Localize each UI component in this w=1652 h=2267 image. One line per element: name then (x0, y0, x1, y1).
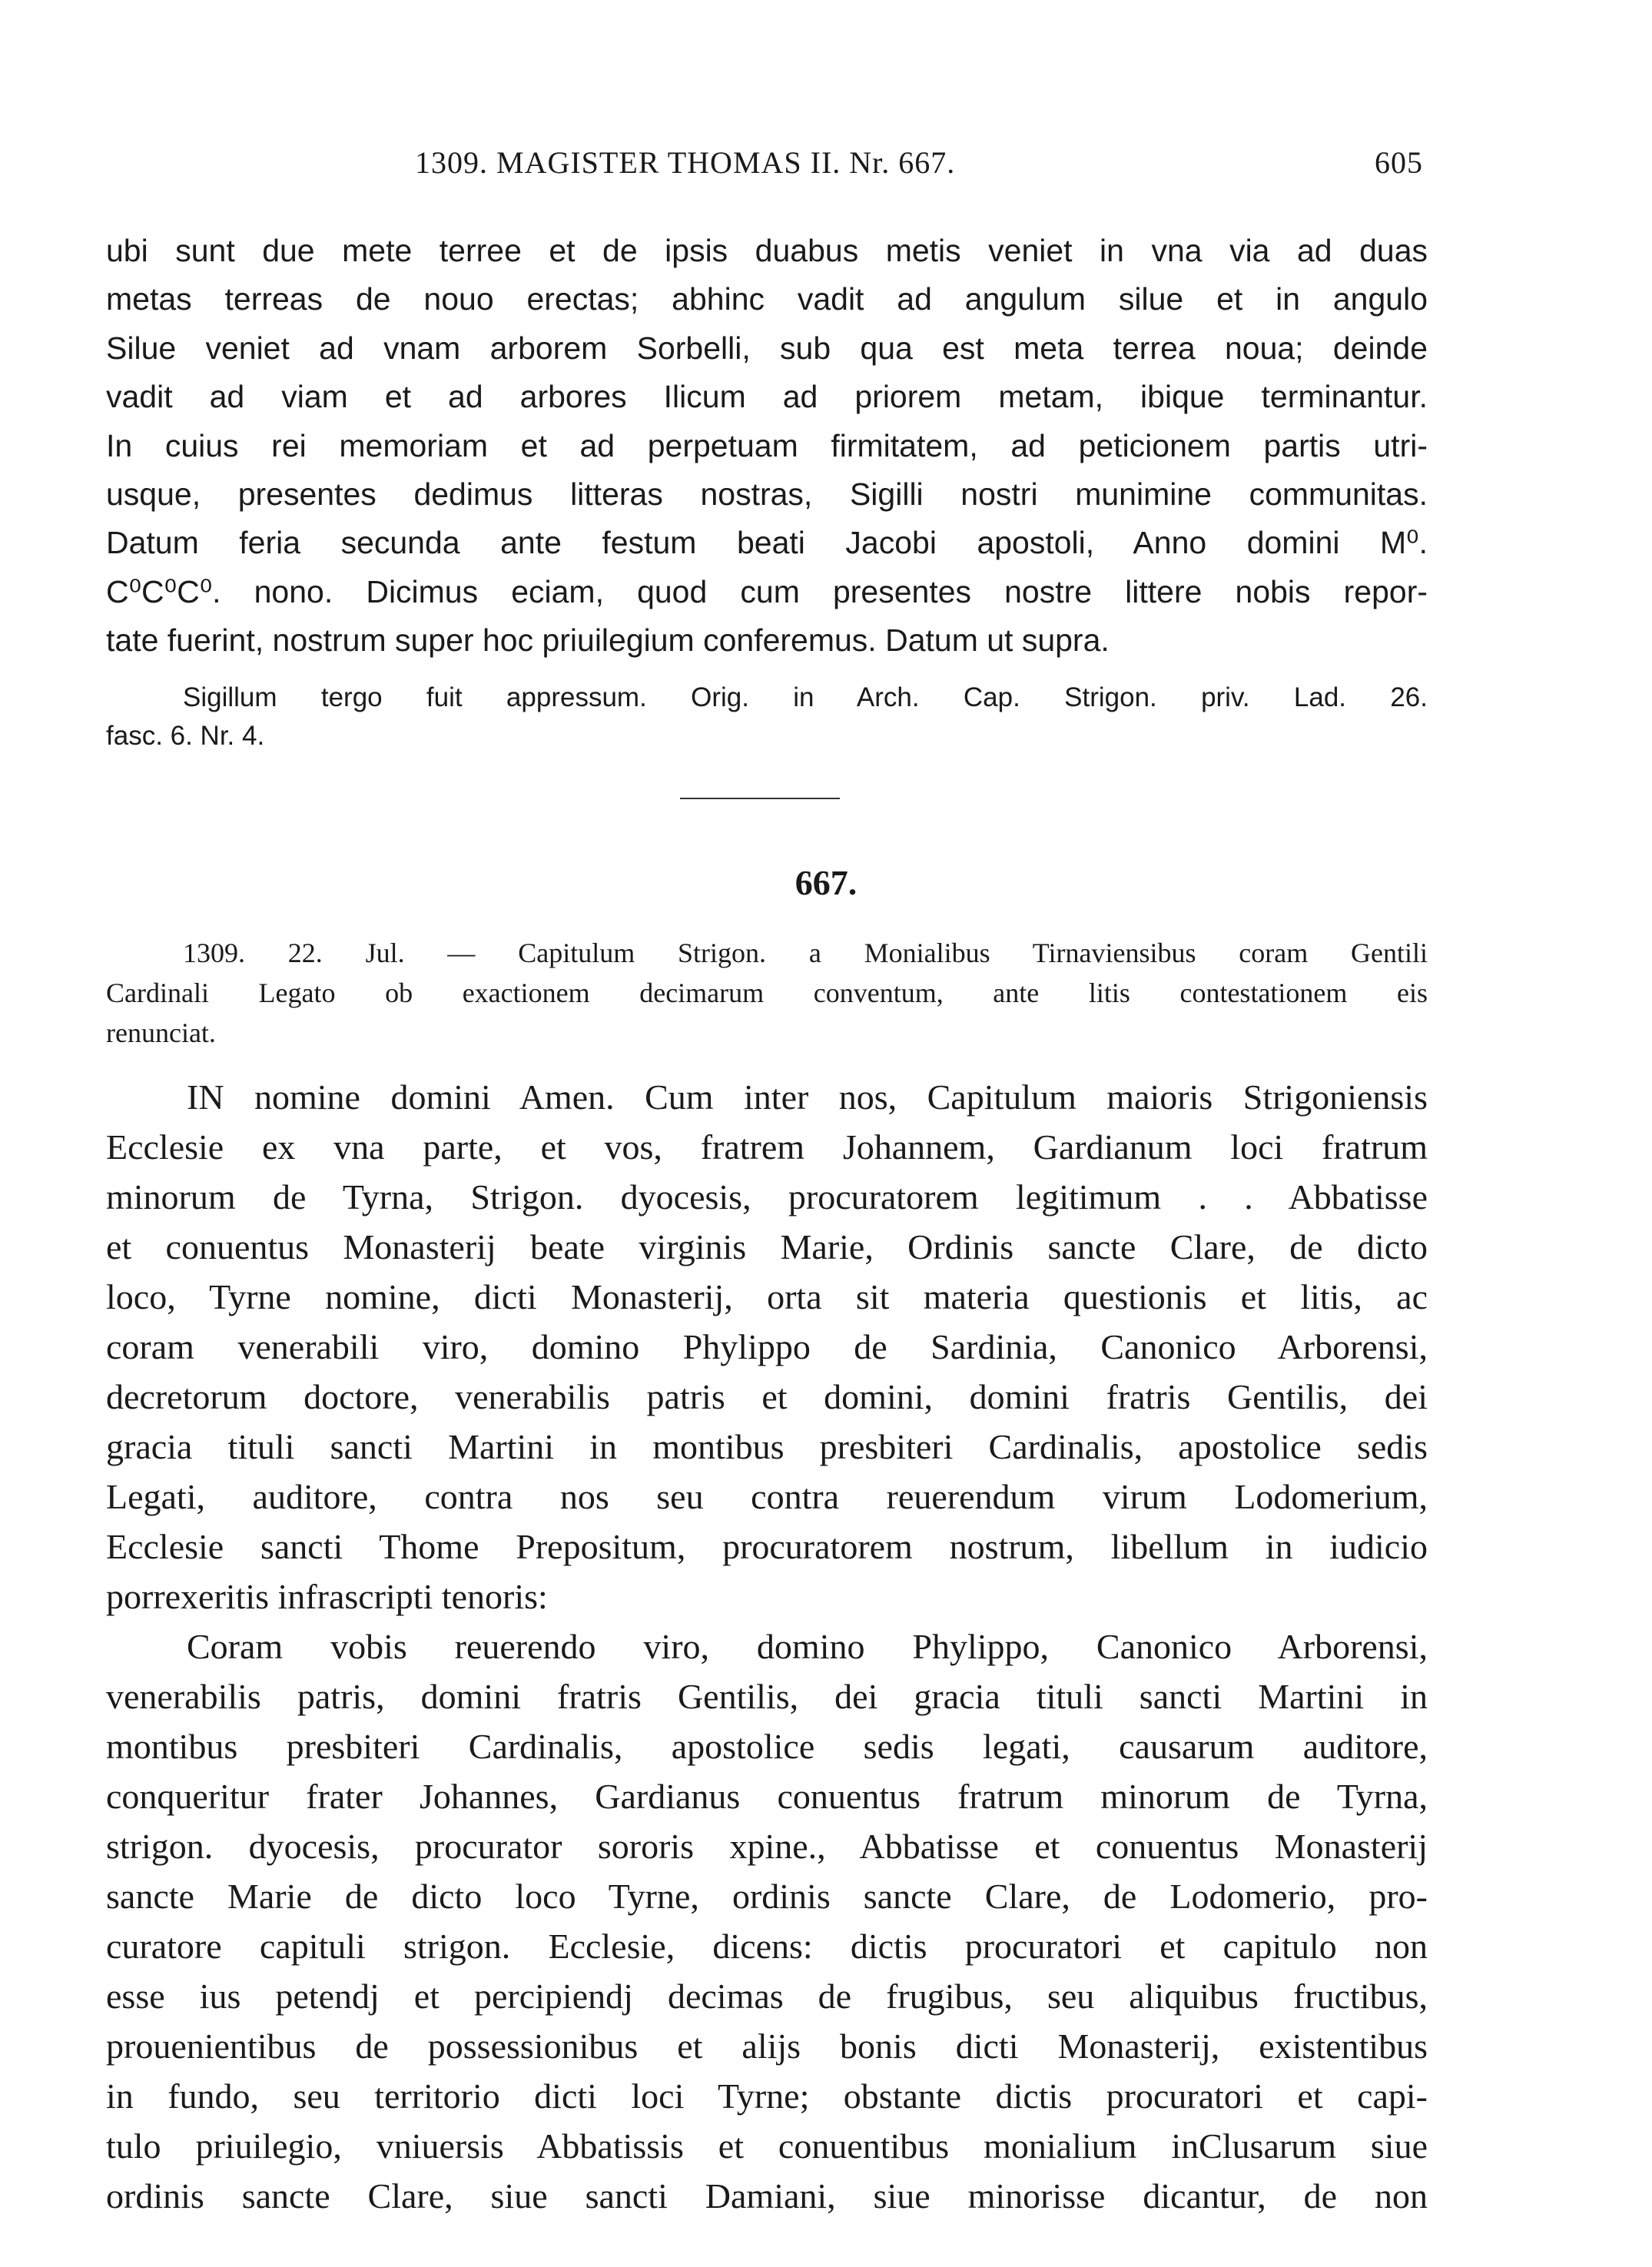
text-line: prouenientibus de possessionibus et alijs bonis dicti Monasterij, existentibus (106, 2026, 1428, 2066)
text-line: gracia tituli sancti Martini in montibus presbiteri Cardinalis, apostolice sedis (106, 1427, 1428, 1466)
text-line: decretorum doctore, venerabilis patris et domini, domini fratris Gentilis, dei (106, 1377, 1428, 1416)
regest-line: renunciat. (106, 1017, 216, 1048)
document-regest (106, 933, 1428, 1053)
note-line: Sigillum tergo fuit appressum. Orig. in Arch. Cap. Strigon. priv. Lad. 26. (183, 682, 1428, 712)
text-line: curatore capituli strigon. Ecclesie, dicens: dictis procuratori et capitulo non (106, 1927, 1428, 1966)
previous-document-text (106, 227, 1428, 665)
source-note-continuation (106, 717, 1428, 755)
text-line: esse ius petendj et percipiendj decimas de frugibus, seu aliquibus fructibus, (106, 1977, 1428, 2016)
text-line: porrexeritis infrascripti tenoris: (106, 1577, 548, 1616)
text-line: Ecclesie sancti Thome Prepositum, procuratorem nostrum, libellum in iudicio (106, 1527, 1428, 1566)
text-line: venerabilis patris, domini fratris Gentilis, dei gracia tituli sancti Martini in (106, 1677, 1428, 1716)
text-line: Legati, auditore, contra nos seu contra reuerendum virum Lodomerium, (106, 1477, 1428, 1516)
document-body (106, 1072, 1428, 2221)
page-number: 605 (1375, 145, 1423, 180)
text-line: sancte Marie de dicto loco Tyrne, ordinis sancte Clare, de Lodomerio, pro- (106, 1877, 1428, 1916)
note-line: fasc. 6. Nr. 4. (106, 721, 265, 751)
text-line: ordinis sancte Clare, siue sancti Damiani, siue minorisse dicantur, de non (106, 2176, 1428, 2216)
text-line: montibus presbiteri Cardinalis, apostolice sedis legati, causarum auditore, (106, 1727, 1428, 1766)
regest-line: Cardinali Legato ob exactionem decimarum conventum, ante litis contestationem eis (106, 977, 1428, 1008)
regest-line: 1309. 22. Jul. — Capitulum Strigon. a Monialibus Tirnaviensibus coram Gentili (183, 938, 1428, 968)
text-line: In cuius rei memoriam et ad perpetuam firmitatem, ad peticionem partis utri- (106, 427, 1428, 463)
running-title: 1309. MAGISTER THOMAS II. Nr. 667. (415, 145, 956, 180)
text-line: usque, presentes dedimus litteras nostras, Sigilli nostri munimine communitas. (106, 476, 1428, 513)
text-line: C⁰C⁰C⁰. nono. Dicimus eciam, quod cum presentes nostre littere nobis repor- (106, 573, 1428, 609)
text-line: tulo priuilegio, vniuersis Abbatissis et conuentibus monialium inClusarum siue (106, 2126, 1428, 2166)
source-note (183, 679, 1428, 717)
text-line: strigon. dyocesis, procurator sororis xpine., Abbatisse et conuentus Monasterij (106, 1827, 1428, 1866)
text-line: coram venerabili viro, domino Phylippo de Sardinia, Canonico Arborensi, (106, 1327, 1428, 1366)
text-line: ubi sunt due mete terree et de ipsis duabus metis veniet in vna via ad duas (106, 233, 1428, 268)
text-line: IN nomine domini Amen. Cum inter nos, Capitulum maioris Strigoniensis (187, 1077, 1428, 1117)
text-line: in fundo, seu territorio dicti loci Tyrne; obstante dictis procuratori et capi- (106, 2076, 1428, 2116)
text-line: vadit ad viam et ad arbores Ilicum ad priorem metam, ibique terminantur. (106, 379, 1428, 415)
text-line: Datum feria secunda ante festum beati Jacobi apostoli, Anno domini M⁰. (106, 525, 1428, 561)
text-line: Silue veniet ad vnam arborem Sorbelli, sub qua est meta terrea noua; deinde (106, 330, 1428, 366)
text-line: Ecclesie ex vna parte, et vos, fratrem Johannem, Gardianum loci fratrum (106, 1127, 1428, 1167)
text-line: tate fuerint, nostrum super hoc priuilegium conferemus. Datum ut supra. (106, 622, 1110, 659)
document-number: 667. (794, 863, 858, 902)
text-line: metas terreas de nouo erectas; abhinc vadit ad angulum silue et in angulo (106, 281, 1428, 317)
text-line: et conuentus Monasterij beate virginis Marie, Ordinis sancte Clare, de dicto (106, 1227, 1428, 1266)
text-line: minorum de Tyrna, Strigon. dyocesis, procuratorem legitimum . . Abbatisse (106, 1177, 1428, 1216)
text-line: loco, Tyrne nomine, dicti Monasterij, orta sit materia questionis et litis, ac (106, 1277, 1428, 1316)
page-header (108, 144, 1423, 191)
text-line: Coram vobis reuerendo viro, domino Phylippo, Canonico Arborensi, (187, 1627, 1428, 1666)
text-line: conqueritur frater Johannes, Gardianus conuentus fratrum minorum de Tyrna, (106, 1777, 1428, 1816)
section-divider (680, 798, 840, 799)
